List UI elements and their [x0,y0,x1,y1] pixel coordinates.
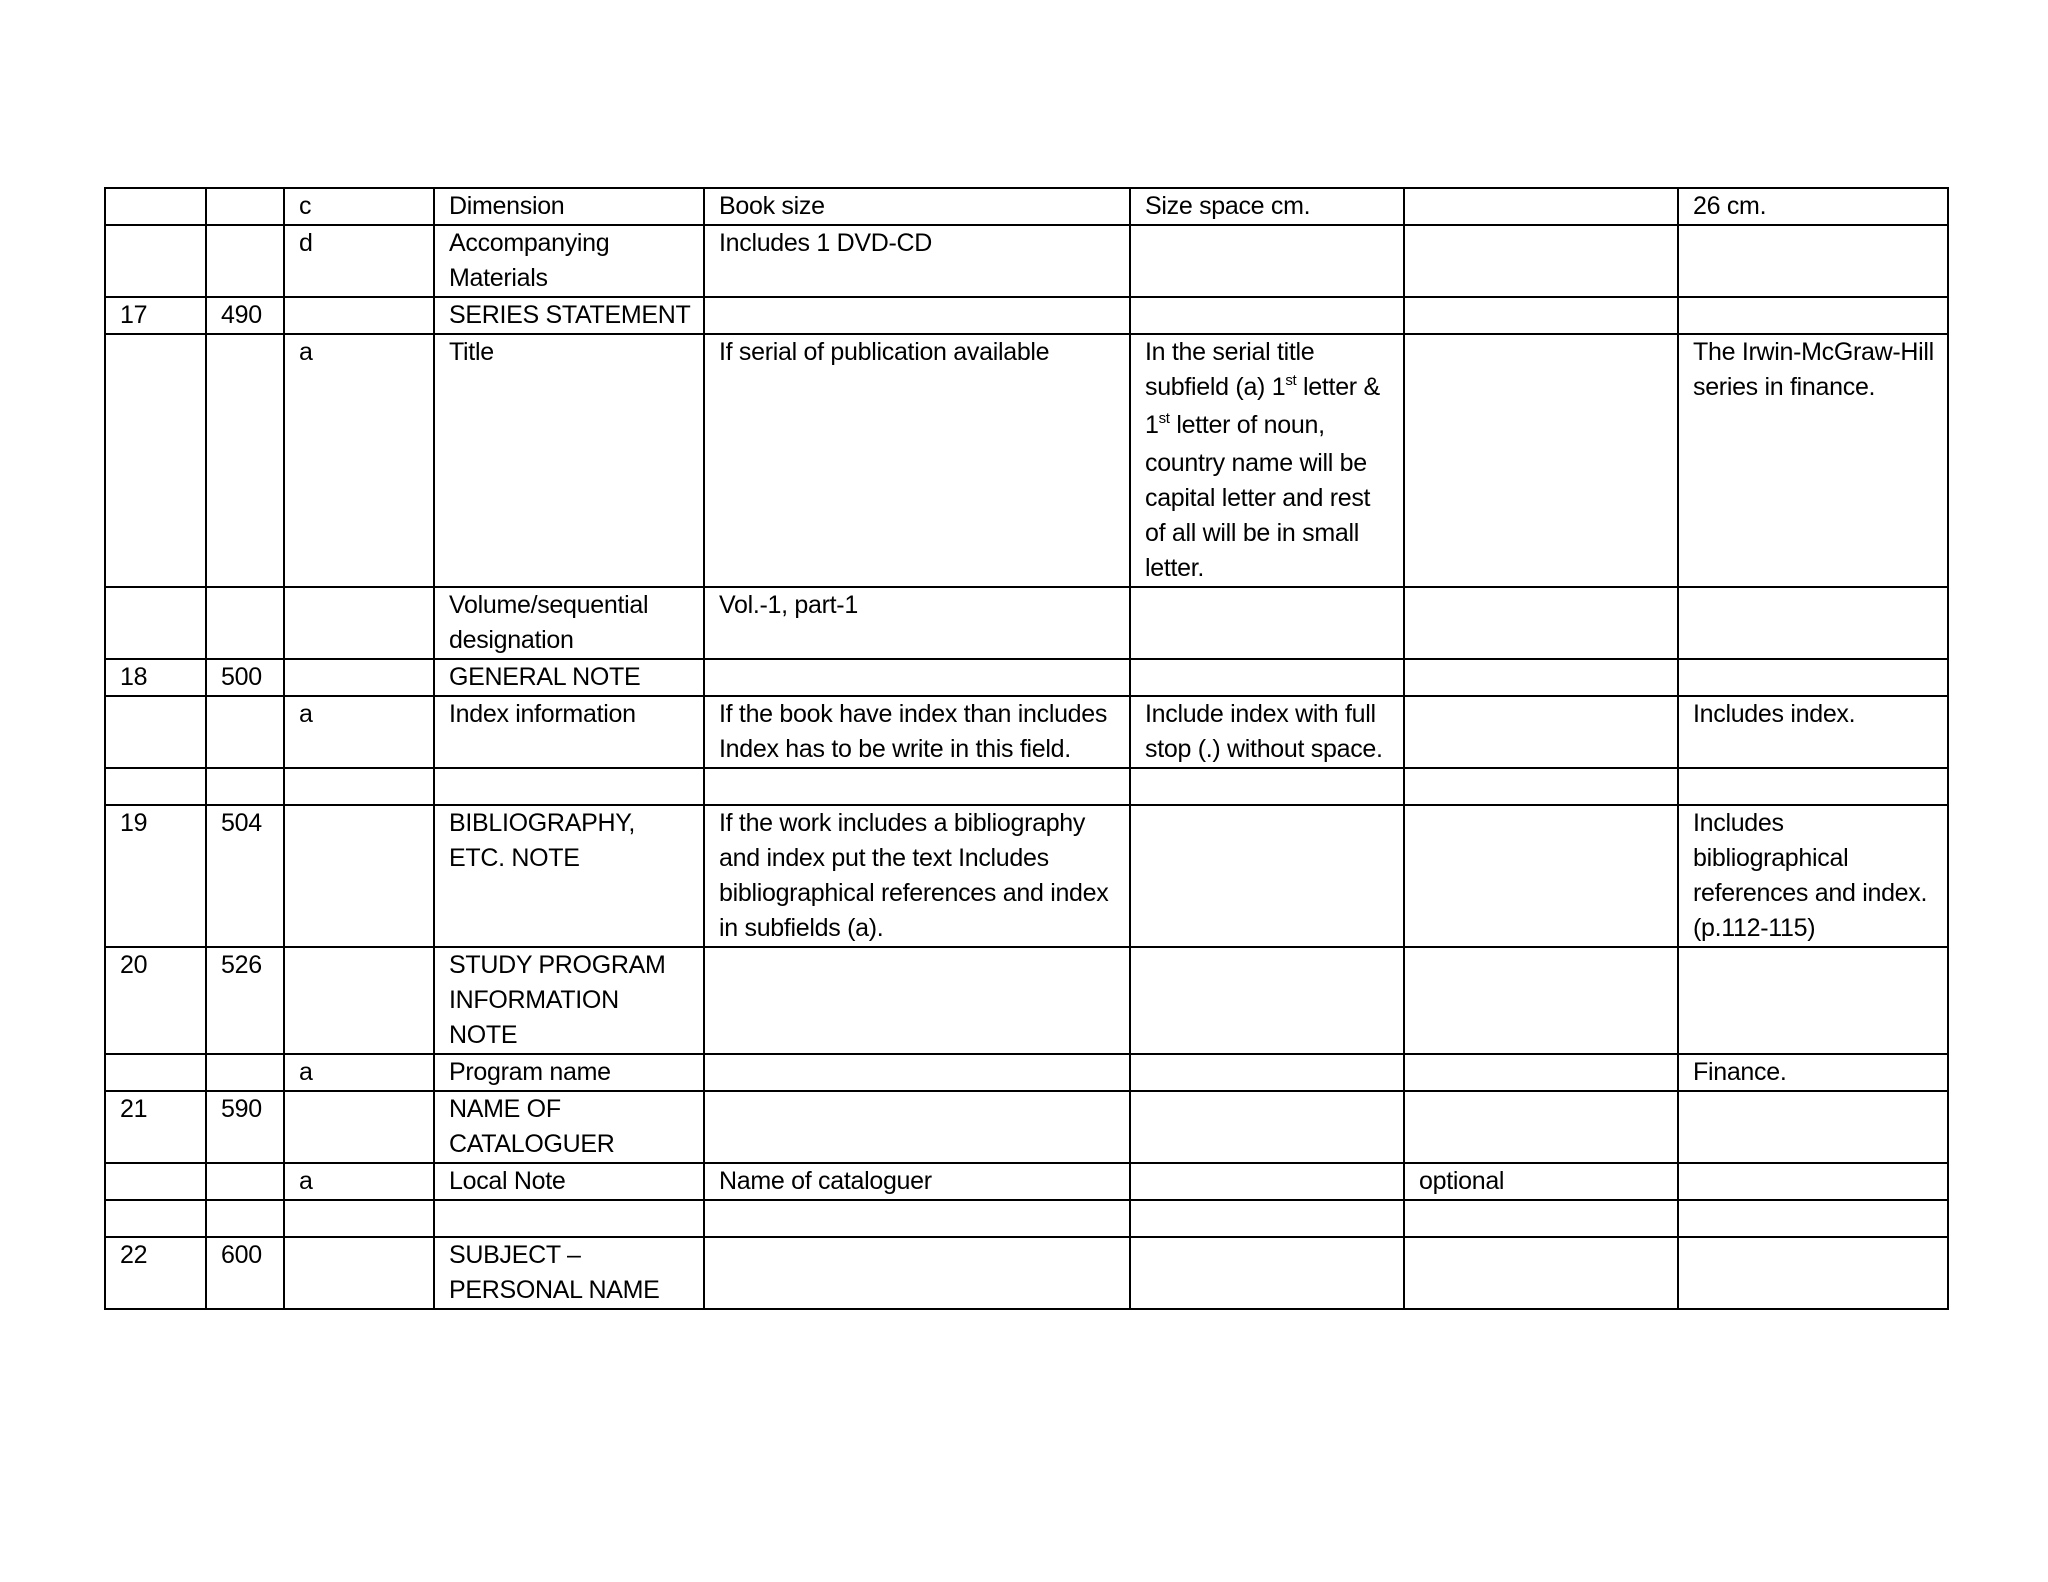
cell-subfield: a [284,1054,434,1091]
cell-note [1404,1200,1678,1237]
cell-field-name: Accompanying Materials [434,225,704,297]
cell-subfield [284,1200,434,1237]
cell-number: 22 [105,1237,206,1309]
rule-text-part-3: letter of noun, country name will be capital letter and rest of all will be in small letter. [1145,411,1371,582]
table-row [105,587,1948,659]
cell-description [704,659,1130,696]
cell-note [1404,334,1678,587]
cell-description: If the work includes a bibliography and index put the text Includes bibliographical references and index in subfields (a). [704,805,1130,947]
cell-example [1678,1091,1948,1163]
cell-subfield: d [284,225,434,297]
table-row [105,805,1948,947]
cell-number [105,225,206,297]
cell-note [1404,297,1678,334]
cell-description [704,947,1130,1054]
cell-rule [1130,1054,1404,1091]
cell-description [704,1200,1130,1237]
table-row [105,1091,1948,1163]
cell-description [704,1091,1130,1163]
cell-rule [1130,659,1404,696]
cell-description [704,768,1130,805]
cell-number [105,587,206,659]
cell-description [704,1237,1130,1309]
cell-note [1404,805,1678,947]
cell-description: Name of cataloguer [704,1163,1130,1200]
cell-rule [1130,805,1404,947]
rule-text-part-1: In the serial title subfield (a) 1 [1145,338,1315,401]
cell-example [1678,947,1948,1054]
cell-note [1404,188,1678,225]
cell-number: 20 [105,947,206,1054]
cell-tag [206,1054,284,1091]
cell-note [1404,1054,1678,1091]
table-row [105,1054,1948,1091]
cell-field-name: Local Note [434,1163,704,1200]
cell-rule: Include index with full stop (.) without space. [1130,696,1404,768]
cell-note [1404,1091,1678,1163]
cell-description: If the book have index than includes Index has to be write in this field. [704,696,1130,768]
cell-number: 17 [105,297,206,334]
cell-rule [1130,1163,1404,1200]
cell-rule [1130,1091,1404,1163]
table-row [105,334,1948,587]
cell-example [1678,1237,1948,1309]
cell-example: Includes index. [1678,696,1948,768]
table-row-blank [105,768,1948,805]
table-row [105,696,1948,768]
cell-description [704,1054,1130,1091]
cell-tag: 504 [206,805,284,947]
cell-tag [206,334,284,587]
cell-number [105,1200,206,1237]
cell-field-name [434,1200,704,1237]
cell-subfield: a [284,334,434,587]
cell-subfield: a [284,1163,434,1200]
cell-subfield [284,1091,434,1163]
cell-field-name: NAME OF CATALOGUER [434,1091,704,1163]
cell-description [704,297,1130,334]
cell-example: Finance. [1678,1054,1948,1091]
cell-field-name: BIBLIOGRAPHY, ETC. NOTE [434,805,704,947]
cell-example: The Irwin-McGraw-Hill series in finance. [1678,334,1948,587]
cell-subfield: a [284,696,434,768]
cell-subfield: c [284,188,434,225]
cell-example [1678,768,1948,805]
cell-description: Book size [704,188,1130,225]
table-row [105,297,1948,334]
ordinal-suffix: st [1285,372,1297,389]
cell-note [1404,1237,1678,1309]
cell-tag [206,188,284,225]
cell-subfield [284,659,434,696]
cell-tag: 526 [206,947,284,1054]
cell-field-name: GENERAL NOTE [434,659,704,696]
cell-field-name: SERIES STATEMENT [434,297,704,334]
cell-number: 21 [105,1091,206,1163]
cell-subfield [284,947,434,1054]
cell-tag [206,696,284,768]
cell-number [105,334,206,587]
cell-rule [1130,334,1404,587]
cell-number [105,1163,206,1200]
cell-rule [1130,297,1404,334]
cell-example [1678,1200,1948,1237]
cell-note [1404,768,1678,805]
cell-example [1678,1163,1948,1200]
cell-example: Includes bibliographical references and index.(p.112-115) [1678,805,1948,947]
cell-field-name: Index information [434,696,704,768]
cell-note [1404,696,1678,768]
cell-note [1404,659,1678,696]
cell-number: 19 [105,805,206,947]
cell-example [1678,225,1948,297]
cell-example [1678,659,1948,696]
cell-tag [206,1163,284,1200]
cell-rule: Size space cm. [1130,188,1404,225]
cell-tag: 500 [206,659,284,696]
table-row [105,1237,1948,1309]
cell-subfield [284,1237,434,1309]
cell-tag: 600 [206,1237,284,1309]
cell-example: 26 cm. [1678,188,1948,225]
cell-description: If serial of publication available [704,334,1130,587]
cell-tag [206,225,284,297]
table-row [105,1163,1948,1200]
cell-tag [206,768,284,805]
cell-rule [1130,768,1404,805]
cell-note [1404,225,1678,297]
table-row-blank [105,1200,1948,1237]
table-row [105,188,1948,225]
cell-subfield [284,587,434,659]
cell-rule [1130,947,1404,1054]
ordinal-suffix: st [1158,410,1170,427]
cell-subfield [284,297,434,334]
cell-number [105,696,206,768]
table-row [105,225,1948,297]
cell-number [105,188,206,225]
marc-field-table [104,187,1949,1310]
cell-field-name: SUBJECT – PERSONAL NAME [434,1237,704,1309]
cell-tag [206,1200,284,1237]
cell-rule [1130,225,1404,297]
cell-example [1678,297,1948,334]
cell-subfield [284,805,434,947]
cell-number: 18 [105,659,206,696]
cell-field-name: Title [434,334,704,587]
cell-rule [1130,587,1404,659]
cell-example [1678,587,1948,659]
cell-field-name: Volume/sequential designation [434,587,704,659]
cell-tag: 490 [206,297,284,334]
cell-description: Includes 1 DVD-CD [704,225,1130,297]
cell-field-name [434,768,704,805]
table-row [105,659,1948,696]
cell-note [1404,947,1678,1054]
cell-tag: 590 [206,1091,284,1163]
cell-field-name: STUDY PROGRAM INFORMATION NOTE [434,947,704,1054]
cell-number [105,1054,206,1091]
cell-tag [206,587,284,659]
cell-subfield [284,768,434,805]
cell-note [1404,587,1678,659]
cell-rule [1130,1200,1404,1237]
cell-number [105,768,206,805]
rule-text-part-2: letter & 1 [1145,373,1380,439]
cell-note: optional [1404,1163,1678,1200]
table-row [105,947,1948,1054]
cell-field-name: Dimension [434,188,704,225]
cell-rule [1130,1237,1404,1309]
cell-field-name: Program name [434,1054,704,1091]
cell-description: Vol.-1, part-1 [704,587,1130,659]
